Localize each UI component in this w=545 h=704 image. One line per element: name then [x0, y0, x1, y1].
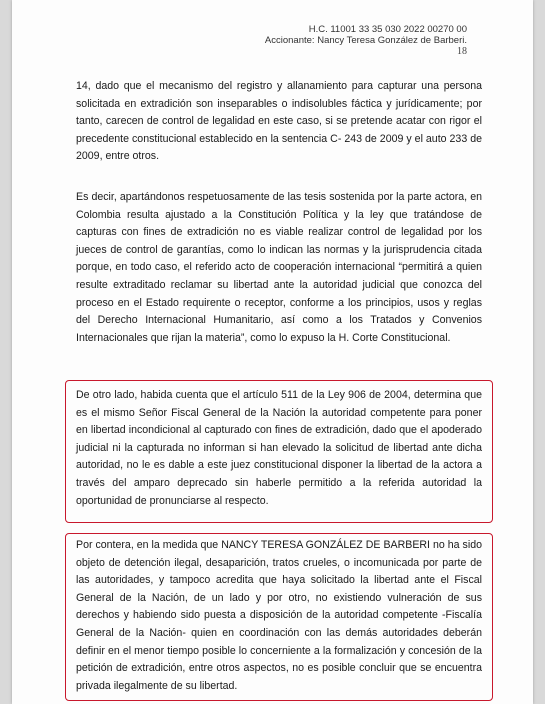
document-page: [12, 0, 533, 704]
page-number: 18: [457, 46, 467, 57]
paragraph-fiscal-general: De otro lado, habida cuenta que el artículo 511 de la Ley 906 de 2004, determina que es el mismo Señor Fiscal General de la Nación la autoridad competente para poner en libertad incondicional al capturado con fines de extradición, dado que el apoderado judicial ni la capturada no informan si han elevado la solicitud de libertad ante dicha autoridad, no le es dable a este juez constitucional disponer la libertad de la actora a través del amparo deprecado sin haberle permitido a la referida autoridad la oportunidad de pronunciarse al respecto.: [76, 389, 482, 507]
plaintiff-line: Accionante: Nancy Teresa González de Barberi.: [264, 35, 467, 46]
paragraph-conclusion: Por contera, en la medida que NANCY TERESA GONZÁLEZ DE BARBERI no ha sido objeto de detención ilegal, desaparición, tratos crueles, o incomunicada por parte de las autoridades, y tampoco acredita que haya solicitado la libertad ante el Fiscal General de la Nación, de un lado y por otro, no existiendo vulneración de sus derechos y habiendo sido puesta a disposición de la autoridad competente -Fiscalía General de la Nación- quien en coordinación con las demás autoridades deberán definir en el menor tiempo posible lo concerniente a la formalización y concesión de la petición de extradición, entre otros aspectos, no es posible concluir que se encuentra privada ilegalmente de su libertad.: [76, 539, 482, 692]
case-number: H.C. 11001 33 35 030 2022 00270 00: [308, 24, 467, 35]
paragraph-continuation: 14, dado que el mecanismo del registro y allanamiento para capturar una persona solicitada en extradición son inseparables o indisolubles fáctica y jurídicamente; por tanto, carecen de control de legalidad en este caso, si se pretende acatar con rigor el precedente constitucional establecido en la sentencia C- 243 de 2009 y el auto 233 de 2009, entre otros.: [76, 80, 482, 163]
page-header: [167, 24, 467, 57]
paragraph-thesis: Es decir, apartándonos respetuosamente de las tesis sostenida por la parte actora, en Colombia resulta ajustado a la Constitución Política y la ley que tratándose de capturas con fines de extradición no es viable realizar control de legalidad por los jueces de control de garantías, como lo indican las normas y la jurisprudencia citada porque, en todo caso, el referido acto de cooperación internacional “permitirá a quien resulte extraditado reclamar su libertad ante la autoridad judicial que conozca del proceso en el Estado requirente o receptor, conforme a los principios, usos y reglas del Derecho Internacional Humanitario, así como a los Tratados y Convenios Internacionales que rijan la materia”, como lo expuso la H. Corte Constitucional.: [76, 191, 482, 344]
